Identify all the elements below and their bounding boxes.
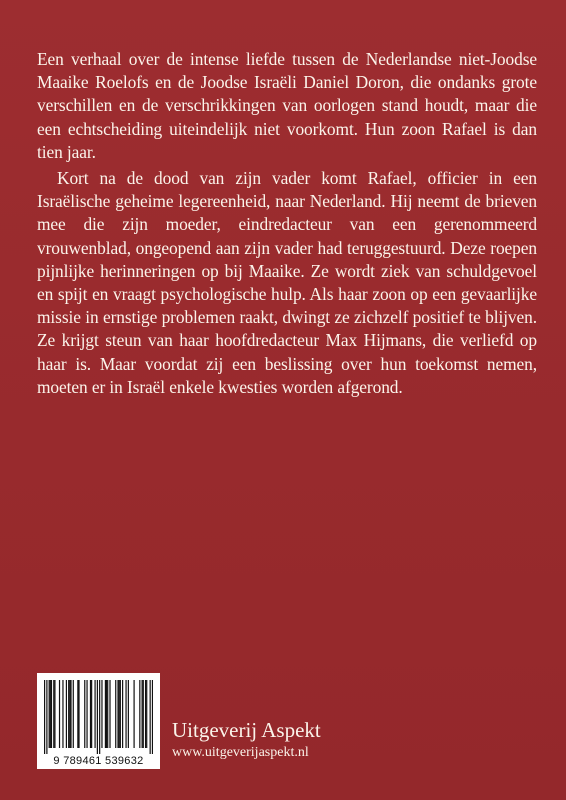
barcode-bar (91, 680, 92, 748)
barcode-bar (105, 680, 106, 748)
publisher-name: Uitgeverij Aspekt (172, 718, 321, 742)
barcode-bar (109, 680, 110, 748)
barcode-bar (73, 680, 74, 748)
barcode-bar (84, 680, 85, 748)
barcode-bar (150, 680, 151, 754)
barcode-bar (86, 680, 87, 748)
barcode-bar (152, 680, 153, 754)
barcode-bar (125, 680, 126, 748)
publisher-website: www.uitgeverijaspekt.nl (172, 745, 309, 760)
barcode-bar (68, 680, 69, 748)
barcode-bar (117, 680, 118, 748)
barcode-bar (120, 680, 121, 748)
barcode-bar (54, 680, 55, 748)
barcode-bar (122, 680, 123, 748)
barcode (37, 673, 160, 769)
barcode-bar (99, 680, 100, 754)
isbn-digits: 9 789461 539632 (53, 755, 144, 767)
barcode-bar (128, 680, 129, 748)
barcode-bar (146, 680, 147, 748)
barcode-bar (119, 680, 120, 748)
barcode-bars (44, 680, 153, 754)
barcode-bar (97, 680, 98, 754)
barcode-bar (69, 680, 70, 748)
barcode-bar (62, 680, 63, 748)
barcode-bar (51, 680, 52, 748)
barcode-bar (49, 680, 50, 748)
blurb-paragraph-1: Een verhaal over de intense liefde tussen de Nederlandse niet-Joodse Maaike Roelofs en de Joodse Israëli Daniel Doron, die ondanks grote verschillen en de verschrikkingen van oorlogen stand houdt, maar die een echtscheiding uiteindelijk niet voorkomt. Hun zoon Rafael is dan tien jaar. (37, 49, 537, 162)
barcode-bar (139, 680, 140, 748)
barcode-bar (143, 680, 144, 748)
barcode-bar (78, 680, 79, 748)
barcode-bar (94, 680, 95, 748)
barcode-bar (59, 680, 60, 748)
blurb (37, 48, 537, 399)
barcode-bar (133, 680, 134, 748)
barcode-bar (90, 680, 91, 748)
blurb-paragraph-2: Kort na de dood van zijn vader komt Rafael, officier in een Israëlische geheime legereenheid, naar Nederland. Hij neemt de brieven mee die zijn moeder, eindredacteur van een gerenommeerd vrouwenblad, ongeopend aan zijn vader had teruggestuurd. Deze roepen pijnlijke herinneringen op bij Maaike. Ze wordt ziek van schuldgevoel en spijt en vraagt psychologische hulp. Als haar zoon op een gevaarlijke missie in ernstige problemen raakt, dwingt ze zichzelf positief te blijven. Ze krijgt steun van haar hoofdredacteur Max Hijmans, die verliefd op haar is. Maar voordat zij een beslissing over hun toekomst nemen, moeten er in Israël enkele kwesties worden afgerond. (37, 168, 537, 397)
barcode-bar (145, 680, 146, 748)
barcode-bar (70, 680, 71, 748)
barcode-bar (77, 680, 78, 748)
barcode-bar (50, 680, 51, 748)
barcode-bar (106, 680, 107, 748)
barcode-bar (107, 680, 108, 748)
barcode-bar (66, 680, 67, 748)
barcode-bar (44, 680, 45, 754)
barcode-bar (142, 680, 143, 748)
barcode-bar (101, 680, 102, 748)
barcode-bar (53, 680, 54, 748)
barcode-bar (46, 680, 47, 754)
barcode-bar (115, 680, 116, 748)
